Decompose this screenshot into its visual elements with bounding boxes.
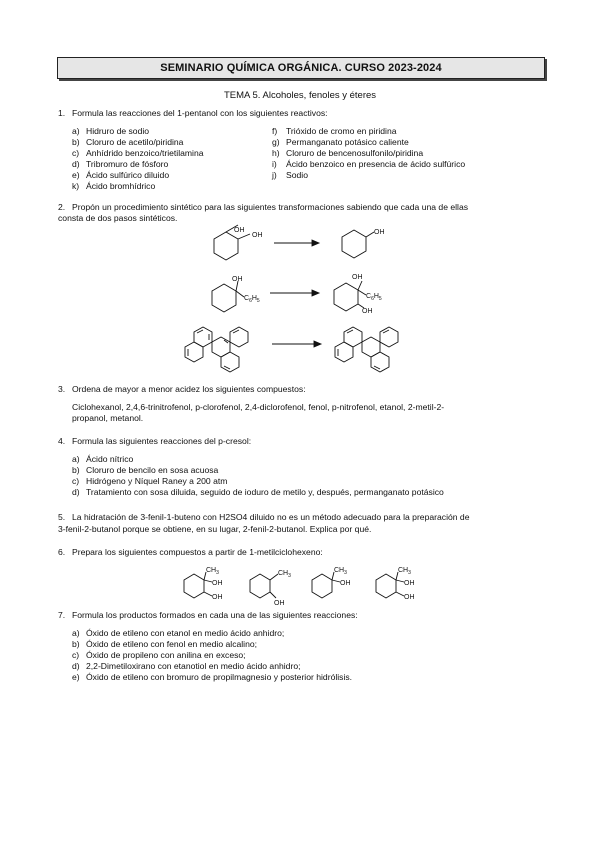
q7-item-c: c) Óxido de propileno con anilina en exceso;	[72, 650, 246, 660]
question-4-text: Formula las siguientes reacciones del p-cresol:	[72, 436, 252, 446]
q1-item-b: b) Cloruro de acetilo/piridina	[72, 137, 184, 147]
oh-label: OH	[252, 232, 263, 239]
q4-item-b: b) Cloruro de bencilo en sosa acuosa	[72, 465, 219, 475]
question-3-text: Ordena de mayor a menor acidez los siguientes compuestos:	[72, 384, 306, 394]
question-7-text: Formula los productos formados en cada una de las siguientes reacciones:	[72, 610, 358, 620]
q1-item-j: j) Sodio	[272, 170, 308, 180]
question-5-line-2: 3-fenil-2-butanol porque se obtiene, en su lugar, 2-fenil-2-butanol. Explica por qué.	[58, 524, 372, 534]
question-2-line-2: consta de dos pasos sintéticos.	[58, 213, 178, 223]
oh-label: OH	[212, 594, 223, 601]
q1-item-c: c) Anhídrido benzoico/trietilamina	[72, 148, 204, 158]
q1-item-k: k) Ácido bromhídrico	[72, 181, 156, 191]
oh-label: OH	[274, 600, 285, 607]
oh-label: OH	[352, 274, 363, 281]
oh-label: OH	[212, 580, 223, 587]
phenyl-label: $C_6H_5$	[366, 293, 382, 302]
phenyl-label: $C_6H_5$	[244, 295, 260, 304]
oh-label: OH	[362, 308, 373, 315]
methyl-label: $CH_3$	[278, 570, 291, 579]
reaction-1-product	[328, 222, 388, 267]
q1-item-f: f) Trióxido de cromo en piridina	[272, 126, 397, 136]
reaction-3-reactant	[180, 318, 260, 376]
question-3-line-2: propanol, metanol.	[72, 413, 144, 423]
page-title-text: SEMINARIO QUÍMICA ORGÁNICA. CURSO 2023-2024	[160, 62, 442, 74]
q1-item-g: g) Permanganato potásico caliente	[272, 137, 409, 147]
section-heading: TEMA 5. Alcoholes, fenoles y éteres	[223, 90, 377, 101]
question-6-number: 6.	[58, 547, 66, 557]
q7-item-d: d) 2,2-Dimetiloxirano con etanotiol en medio ácido anhidro;	[72, 661, 301, 671]
reaction-1-reactant	[200, 222, 270, 267]
oh-label: OH	[234, 227, 245, 234]
target-compound-2	[244, 564, 304, 606]
question-3-line-1: Ciclohexanol, 2,4,6-trinitrofenol, p-clorofenol, 2,4-diclorofenol, fenol, p-nitrofenol, etanol, 2-metil-2-	[72, 402, 445, 412]
reaction-2-product	[328, 270, 398, 320]
q1-item-a: a) Hidruro de sodio	[72, 126, 150, 136]
reaction-3-product	[330, 318, 410, 376]
question-5-line-1: La hidratación de 3-fenil-1-buteno con H2SO4 diluido no es un método adecuado para la preparación de	[72, 512, 470, 522]
oh-label: OH	[404, 594, 415, 601]
question-2-number: 2.	[58, 202, 66, 212]
question-4-number: 4.	[58, 436, 66, 446]
q1-item-e: e) Ácido sulfúrico diluido	[72, 170, 170, 180]
reaction-arrow	[268, 288, 323, 298]
q7-item-b: b) Óxido de etileno con fenol en medio alcalino;	[72, 639, 258, 649]
oh-label: OH	[404, 580, 415, 587]
page-title	[57, 57, 545, 79]
q1-item-d: d) Tribromuro de fósforo	[72, 159, 169, 169]
target-compound-3	[306, 564, 366, 606]
target-compound-1	[178, 564, 238, 606]
reaction-2-reactant	[200, 273, 270, 318]
q4-item-c: c) Hidrógeno y Níquel Raney a 200 atm	[72, 476, 228, 486]
question-7-number: 7.	[58, 610, 66, 620]
q1-item-i: i) Ácido benzoico en presencia de ácido sulfúrico	[272, 159, 466, 169]
oh-label: OH	[340, 580, 351, 587]
q4-item-a: a) Ácido nítrico	[72, 454, 134, 464]
methyl-label: $CH_3$	[206, 567, 219, 576]
question-6-text: Prepara los siguientes compuestos a partir de 1-metilciclohexeno:	[72, 547, 323, 557]
question-1-number: 1.	[58, 108, 66, 118]
q1-item-h: h) Cloruro de bencenosulfonilo/piridina	[272, 148, 424, 158]
question-3-number: 3.	[58, 384, 66, 394]
question-2-line-1: Propón un procedimiento sintético para las siguientes transformaciones sabiendo que cada una de ellas	[72, 202, 469, 212]
reaction-arrow	[270, 339, 325, 349]
q4-item-d: d) Tratamiento con sosa diluida, seguido de ioduro de metilo y, después, permanganato potásico	[72, 487, 444, 497]
target-compound-4	[370, 564, 430, 606]
methyl-label: $CH_3$	[398, 567, 411, 576]
question-5-number: 5.	[58, 512, 66, 522]
oh-label: OH	[374, 229, 385, 236]
q7-item-e: e) Óxido de etileno con bromuro de propilmagnesio y posterior hidrólisis.	[72, 672, 353, 682]
methyl-label: $CH_3$	[334, 567, 347, 576]
reaction-arrow	[272, 238, 322, 248]
q7-item-a: a) Óxido de etileno con etanol en medio ácido anhidro;	[72, 628, 285, 638]
oh-label: OH	[232, 276, 243, 283]
question-1-text: Formula las reacciones del 1-pentanol con los siguientes reactivos:	[72, 108, 328, 118]
